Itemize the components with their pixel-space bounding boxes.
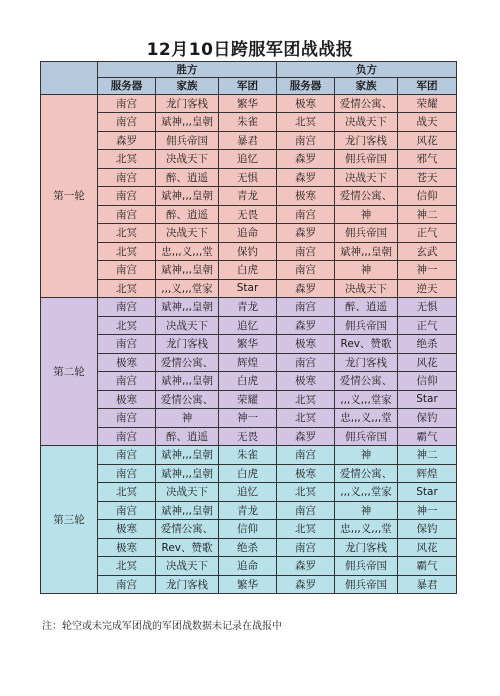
winner-server-cell: 南宫 xyxy=(98,372,156,391)
winner-server-cell: 南宫 xyxy=(98,335,156,354)
winner-legion-cell: 荣耀 xyxy=(219,390,277,409)
round-label: 第二轮 xyxy=(41,298,98,446)
round-column-header xyxy=(41,62,98,95)
table-row xyxy=(41,372,457,391)
table-subheader-row xyxy=(41,78,457,95)
table-row xyxy=(41,279,457,298)
winner-family-cell: 醉、逍遥 xyxy=(156,427,219,446)
loser-family-cell: 神 xyxy=(335,501,398,520)
winner-server-cell: 南宫 xyxy=(98,409,156,428)
winner-server-cell: 南宫 xyxy=(98,446,156,465)
loser-server-cell: 极寒 xyxy=(277,464,335,483)
winner-family-cell: 决战天下 xyxy=(156,316,219,335)
winner-server-cell: 南宫 xyxy=(98,464,156,483)
winner-server-cell: 南宫 xyxy=(98,113,156,132)
table-row xyxy=(41,501,457,520)
loser-legion-cell: 保钓 xyxy=(398,520,457,539)
loser-family-cell: 决战天下 xyxy=(335,113,398,132)
winner-server-cell: 南宫 xyxy=(98,575,156,594)
winner-family-cell: 龙门客栈 xyxy=(156,94,219,113)
loser-family-cell: 爱情公寓、 xyxy=(335,372,398,391)
winner-family-header: 家族 xyxy=(156,78,219,95)
winner-server-cell: 北冥 xyxy=(98,224,156,243)
loser-server-cell: 南宫 xyxy=(277,446,335,465)
winner-legion-cell: 神一 xyxy=(219,409,277,428)
winner-server-cell: 南宫 xyxy=(98,205,156,224)
round-label: 第三轮 xyxy=(41,446,98,594)
winner-legion-cell: 追忆 xyxy=(219,483,277,502)
loser-legion-cell: 暴君 xyxy=(398,575,457,594)
winner-legion-header: 军团 xyxy=(219,78,277,95)
loser-server-cell: 极寒 xyxy=(277,187,335,206)
winner-server-cell: 南宫 xyxy=(98,94,156,113)
loser-server-cell: 森罗 xyxy=(277,224,335,243)
winner-legion-cell: 朱雀 xyxy=(219,113,277,132)
loser-legion-cell: 霸气 xyxy=(398,557,457,576)
table-row xyxy=(41,298,457,317)
loser-family-cell: 斌神,,,皇朝 xyxy=(335,242,398,261)
winner-family-cell: 爱情公寓、 xyxy=(156,520,219,539)
footnote: 注：轮空或未完成军团战的军团战数据未记录在战报中 xyxy=(42,621,282,632)
loser-legion-cell: 绝杀 xyxy=(398,335,457,354)
loser-server-header: 服务器 xyxy=(277,78,335,95)
battle-report-table xyxy=(40,61,457,594)
loser-server-cell: 南宫 xyxy=(277,131,335,150)
loser-server-cell: 森罗 xyxy=(277,316,335,335)
loser-server-cell: 南宫 xyxy=(277,261,335,280)
loser-family-cell: 忠,,,义,,,堂 xyxy=(335,520,398,539)
table-row xyxy=(41,427,457,446)
loser-family-cell: 佣兵帝国 xyxy=(335,575,398,594)
winner-server-cell: 南宫 xyxy=(98,298,156,317)
loser-family-cell: 龙门客栈 xyxy=(335,538,398,557)
table-row xyxy=(41,261,457,280)
loser-server-cell: 森罗 xyxy=(277,575,335,594)
winner-family-cell: 斌神,,,皇朝 xyxy=(156,113,219,132)
winner-legion-cell: 暴君 xyxy=(219,131,277,150)
table-row xyxy=(41,316,457,335)
round-label: 第一轮 xyxy=(41,94,98,298)
loser-legion-cell: 辉煌 xyxy=(398,464,457,483)
winner-legion-cell: 朱雀 xyxy=(219,446,277,465)
loser-legion-cell: 邪气 xyxy=(398,150,457,169)
winner-legion-cell: 繁华 xyxy=(219,94,277,113)
table-row xyxy=(41,205,457,224)
loser-legion-cell: 保钓 xyxy=(398,409,457,428)
loser-family-cell: 佣兵帝国 xyxy=(335,557,398,576)
table-row xyxy=(41,446,457,465)
winner-server-cell: 南宫 xyxy=(98,501,156,520)
winner-legion-cell: 白虎 xyxy=(219,261,277,280)
winner-legion-cell: 青龙 xyxy=(219,501,277,520)
table-row xyxy=(41,242,457,261)
winner-server-cell: 北冥 xyxy=(98,316,156,335)
winner-family-cell: 斌神,,,皇朝 xyxy=(156,464,219,483)
loser-server-cell: 北冥 xyxy=(277,390,335,409)
loser-legion-cell: 玄武 xyxy=(398,242,457,261)
winner-family-cell: 斌神,,,皇朝 xyxy=(156,446,219,465)
loser-legion-cell: 神二 xyxy=(398,205,457,224)
winner-server-cell: 南宫 xyxy=(98,261,156,280)
winner-family-cell: ,,,义,,,堂家 xyxy=(156,279,219,298)
table-row xyxy=(41,131,457,150)
loser-server-cell: 南宫 xyxy=(277,538,335,557)
winner-legion-cell: 辉煌 xyxy=(219,353,277,372)
table-row xyxy=(41,113,457,132)
winner-family-cell: 决战天下 xyxy=(156,224,219,243)
loser-server-cell: 森罗 xyxy=(277,427,335,446)
loser-server-cell: 森罗 xyxy=(277,279,335,298)
winner-server-cell: 北冥 xyxy=(98,557,156,576)
winner-legion-cell: 繁华 xyxy=(219,335,277,354)
loser-server-cell: 南宫 xyxy=(277,501,335,520)
table-row xyxy=(41,335,457,354)
winner-legion-cell: 无惧 xyxy=(219,168,277,187)
table-row xyxy=(41,94,457,113)
loser-family-cell: 决战天下 xyxy=(335,168,398,187)
loser-server-cell: 极寒 xyxy=(277,335,335,354)
winner-family-cell: 爱情公寓、 xyxy=(156,390,219,409)
loser-legion-header: 军团 xyxy=(398,78,457,95)
loser-header: 负方 xyxy=(277,62,457,78)
winner-server-cell: 南宫 xyxy=(98,427,156,446)
winner-server-cell: 北冥 xyxy=(98,279,156,298)
winner-server-cell: 南宫 xyxy=(98,168,156,187)
loser-legion-cell: 无惧 xyxy=(398,298,457,317)
loser-server-cell: 南宫 xyxy=(277,242,335,261)
loser-server-cell: 极寒 xyxy=(277,372,335,391)
loser-server-cell: 北冥 xyxy=(277,520,335,539)
winner-legion-cell: 青龙 xyxy=(219,187,277,206)
winner-legion-cell: 信仰 xyxy=(219,520,277,539)
loser-family-cell: 决战天下 xyxy=(335,279,398,298)
table-header-row xyxy=(41,62,457,78)
winner-legion-cell: 追命 xyxy=(219,557,277,576)
loser-family-header: 家族 xyxy=(335,78,398,95)
winner-server-cell: 南宫 xyxy=(98,187,156,206)
loser-family-cell: 佣兵帝国 xyxy=(335,316,398,335)
winner-legion-cell: 追命 xyxy=(219,224,277,243)
winner-family-cell: 醉、逍遥 xyxy=(156,205,219,224)
winner-family-cell: Rev、赞歌 xyxy=(156,538,219,557)
loser-family-cell: 神 xyxy=(335,261,398,280)
winner-family-cell: 决战天下 xyxy=(156,557,219,576)
loser-server-cell: 南宫 xyxy=(277,205,335,224)
loser-server-cell: 北冥 xyxy=(277,409,335,428)
loser-legion-cell: 风花 xyxy=(398,538,457,557)
winner-family-cell: 神 xyxy=(156,409,219,428)
table-row xyxy=(41,168,457,187)
winner-family-cell: 爱情公寓、 xyxy=(156,353,219,372)
winner-legion-cell: Star xyxy=(219,279,277,298)
loser-legion-cell: 苍天 xyxy=(398,168,457,187)
winner-legion-cell: 绝杀 xyxy=(219,538,277,557)
winner-legion-cell: 白虎 xyxy=(219,372,277,391)
loser-legion-cell: Star xyxy=(398,390,457,409)
loser-family-cell: 龙门客栈 xyxy=(335,131,398,150)
loser-family-cell: 佣兵帝国 xyxy=(335,427,398,446)
loser-family-cell: 神 xyxy=(335,446,398,465)
winner-server-cell: 极寒 xyxy=(98,390,156,409)
page-title: 12月10日跨服军团战战报 xyxy=(146,40,354,60)
loser-family-cell: 佣兵帝国 xyxy=(335,224,398,243)
loser-family-cell: 醉、逍遥 xyxy=(335,298,398,317)
winner-family-cell: 龙门客栈 xyxy=(156,575,219,594)
loser-family-cell: 神 xyxy=(335,205,398,224)
loser-server-cell: 森罗 xyxy=(277,168,335,187)
winner-server-cell: 极寒 xyxy=(98,353,156,372)
winner-legion-cell: 无畏 xyxy=(219,205,277,224)
table-row xyxy=(41,483,457,502)
loser-legion-cell: 正气 xyxy=(398,316,457,335)
loser-legion-cell: 信仰 xyxy=(398,372,457,391)
loser-server-cell: 南宫 xyxy=(277,353,335,372)
winner-family-cell: 佣兵帝国 xyxy=(156,131,219,150)
loser-legion-cell: 战天 xyxy=(398,113,457,132)
winner-family-cell: 决战天下 xyxy=(156,150,219,169)
winner-family-cell: 斌神,,,皇朝 xyxy=(156,372,219,391)
loser-family-cell: 爱情公寓、 xyxy=(335,187,398,206)
winner-server-cell: 北冥 xyxy=(98,242,156,261)
table-row xyxy=(41,575,457,594)
table-row xyxy=(41,150,457,169)
winner-server-cell: 北冥 xyxy=(98,483,156,502)
table-row xyxy=(41,353,457,372)
winner-family-cell: 忠,,,义,,,堂 xyxy=(156,242,219,261)
loser-legion-cell: 神一 xyxy=(398,261,457,280)
loser-family-cell: Rev、赞歌 xyxy=(335,335,398,354)
winner-server-cell: 极寒 xyxy=(98,520,156,539)
loser-legion-cell: 神一 xyxy=(398,501,457,520)
table-row xyxy=(41,464,457,483)
loser-family-cell: 佣兵帝国 xyxy=(335,150,398,169)
loser-legion-cell: 霸气 xyxy=(398,427,457,446)
winner-family-cell: 斌神,,,皇朝 xyxy=(156,298,219,317)
loser-legion-cell: 神二 xyxy=(398,446,457,465)
table-row xyxy=(41,390,457,409)
loser-legion-cell: 风花 xyxy=(398,353,457,372)
loser-server-cell: 北冥 xyxy=(277,113,335,132)
loser-server-cell: 森罗 xyxy=(277,557,335,576)
loser-legion-cell: 信仰 xyxy=(398,187,457,206)
loser-server-cell: 极寒 xyxy=(277,94,335,113)
winner-server-cell: 北冥 xyxy=(98,150,156,169)
winner-header: 胜方 xyxy=(98,62,277,78)
winner-family-cell: 斌神,,,皇朝 xyxy=(156,187,219,206)
table-row xyxy=(41,538,457,557)
loser-family-cell: 龙门客栈 xyxy=(335,353,398,372)
winner-legion-cell: 保钓 xyxy=(219,242,277,261)
winner-family-cell: 决战天下 xyxy=(156,483,219,502)
loser-server-cell: 森罗 xyxy=(277,150,335,169)
winner-legion-cell: 青龙 xyxy=(219,298,277,317)
winner-legion-cell: 追忆 xyxy=(219,316,277,335)
loser-legion-cell: Star xyxy=(398,483,457,502)
winner-legion-cell: 白虎 xyxy=(219,464,277,483)
winner-server-cell: 森罗 xyxy=(98,131,156,150)
loser-legion-cell: 荣耀 xyxy=(398,94,457,113)
table-row xyxy=(41,557,457,576)
loser-legion-cell: 逆天 xyxy=(398,279,457,298)
winner-legion-cell: 无畏 xyxy=(219,427,277,446)
winner-family-cell: 醉、逍遥 xyxy=(156,168,219,187)
loser-family-cell: ,,,义,,,堂家 xyxy=(335,483,398,502)
winner-legion-cell: 繁华 xyxy=(219,575,277,594)
loser-family-cell: 爱情公寓、 xyxy=(335,464,398,483)
winner-family-cell: 龙门客栈 xyxy=(156,335,219,354)
table-row xyxy=(41,409,457,428)
loser-family-cell: 忠,,,义,,,堂 xyxy=(335,409,398,428)
loser-legion-cell: 正气 xyxy=(398,224,457,243)
loser-server-cell: 北冥 xyxy=(277,483,335,502)
winner-server-header: 服务器 xyxy=(98,78,156,95)
winner-legion-cell: 追忆 xyxy=(219,150,277,169)
loser-legion-cell: 风花 xyxy=(398,131,457,150)
winner-family-cell: 斌神,,,皇朝 xyxy=(156,501,219,520)
winner-server-cell: 极寒 xyxy=(98,538,156,557)
loser-family-cell: 爱情公寓、 xyxy=(335,94,398,113)
table-row xyxy=(41,187,457,206)
winner-family-cell: 斌神,,,皇朝 xyxy=(156,261,219,280)
table-row xyxy=(41,224,457,243)
loser-server-cell: 南宫 xyxy=(277,298,335,317)
table-row xyxy=(41,520,457,539)
loser-family-cell: ,,,义,,,堂家 xyxy=(335,390,398,409)
